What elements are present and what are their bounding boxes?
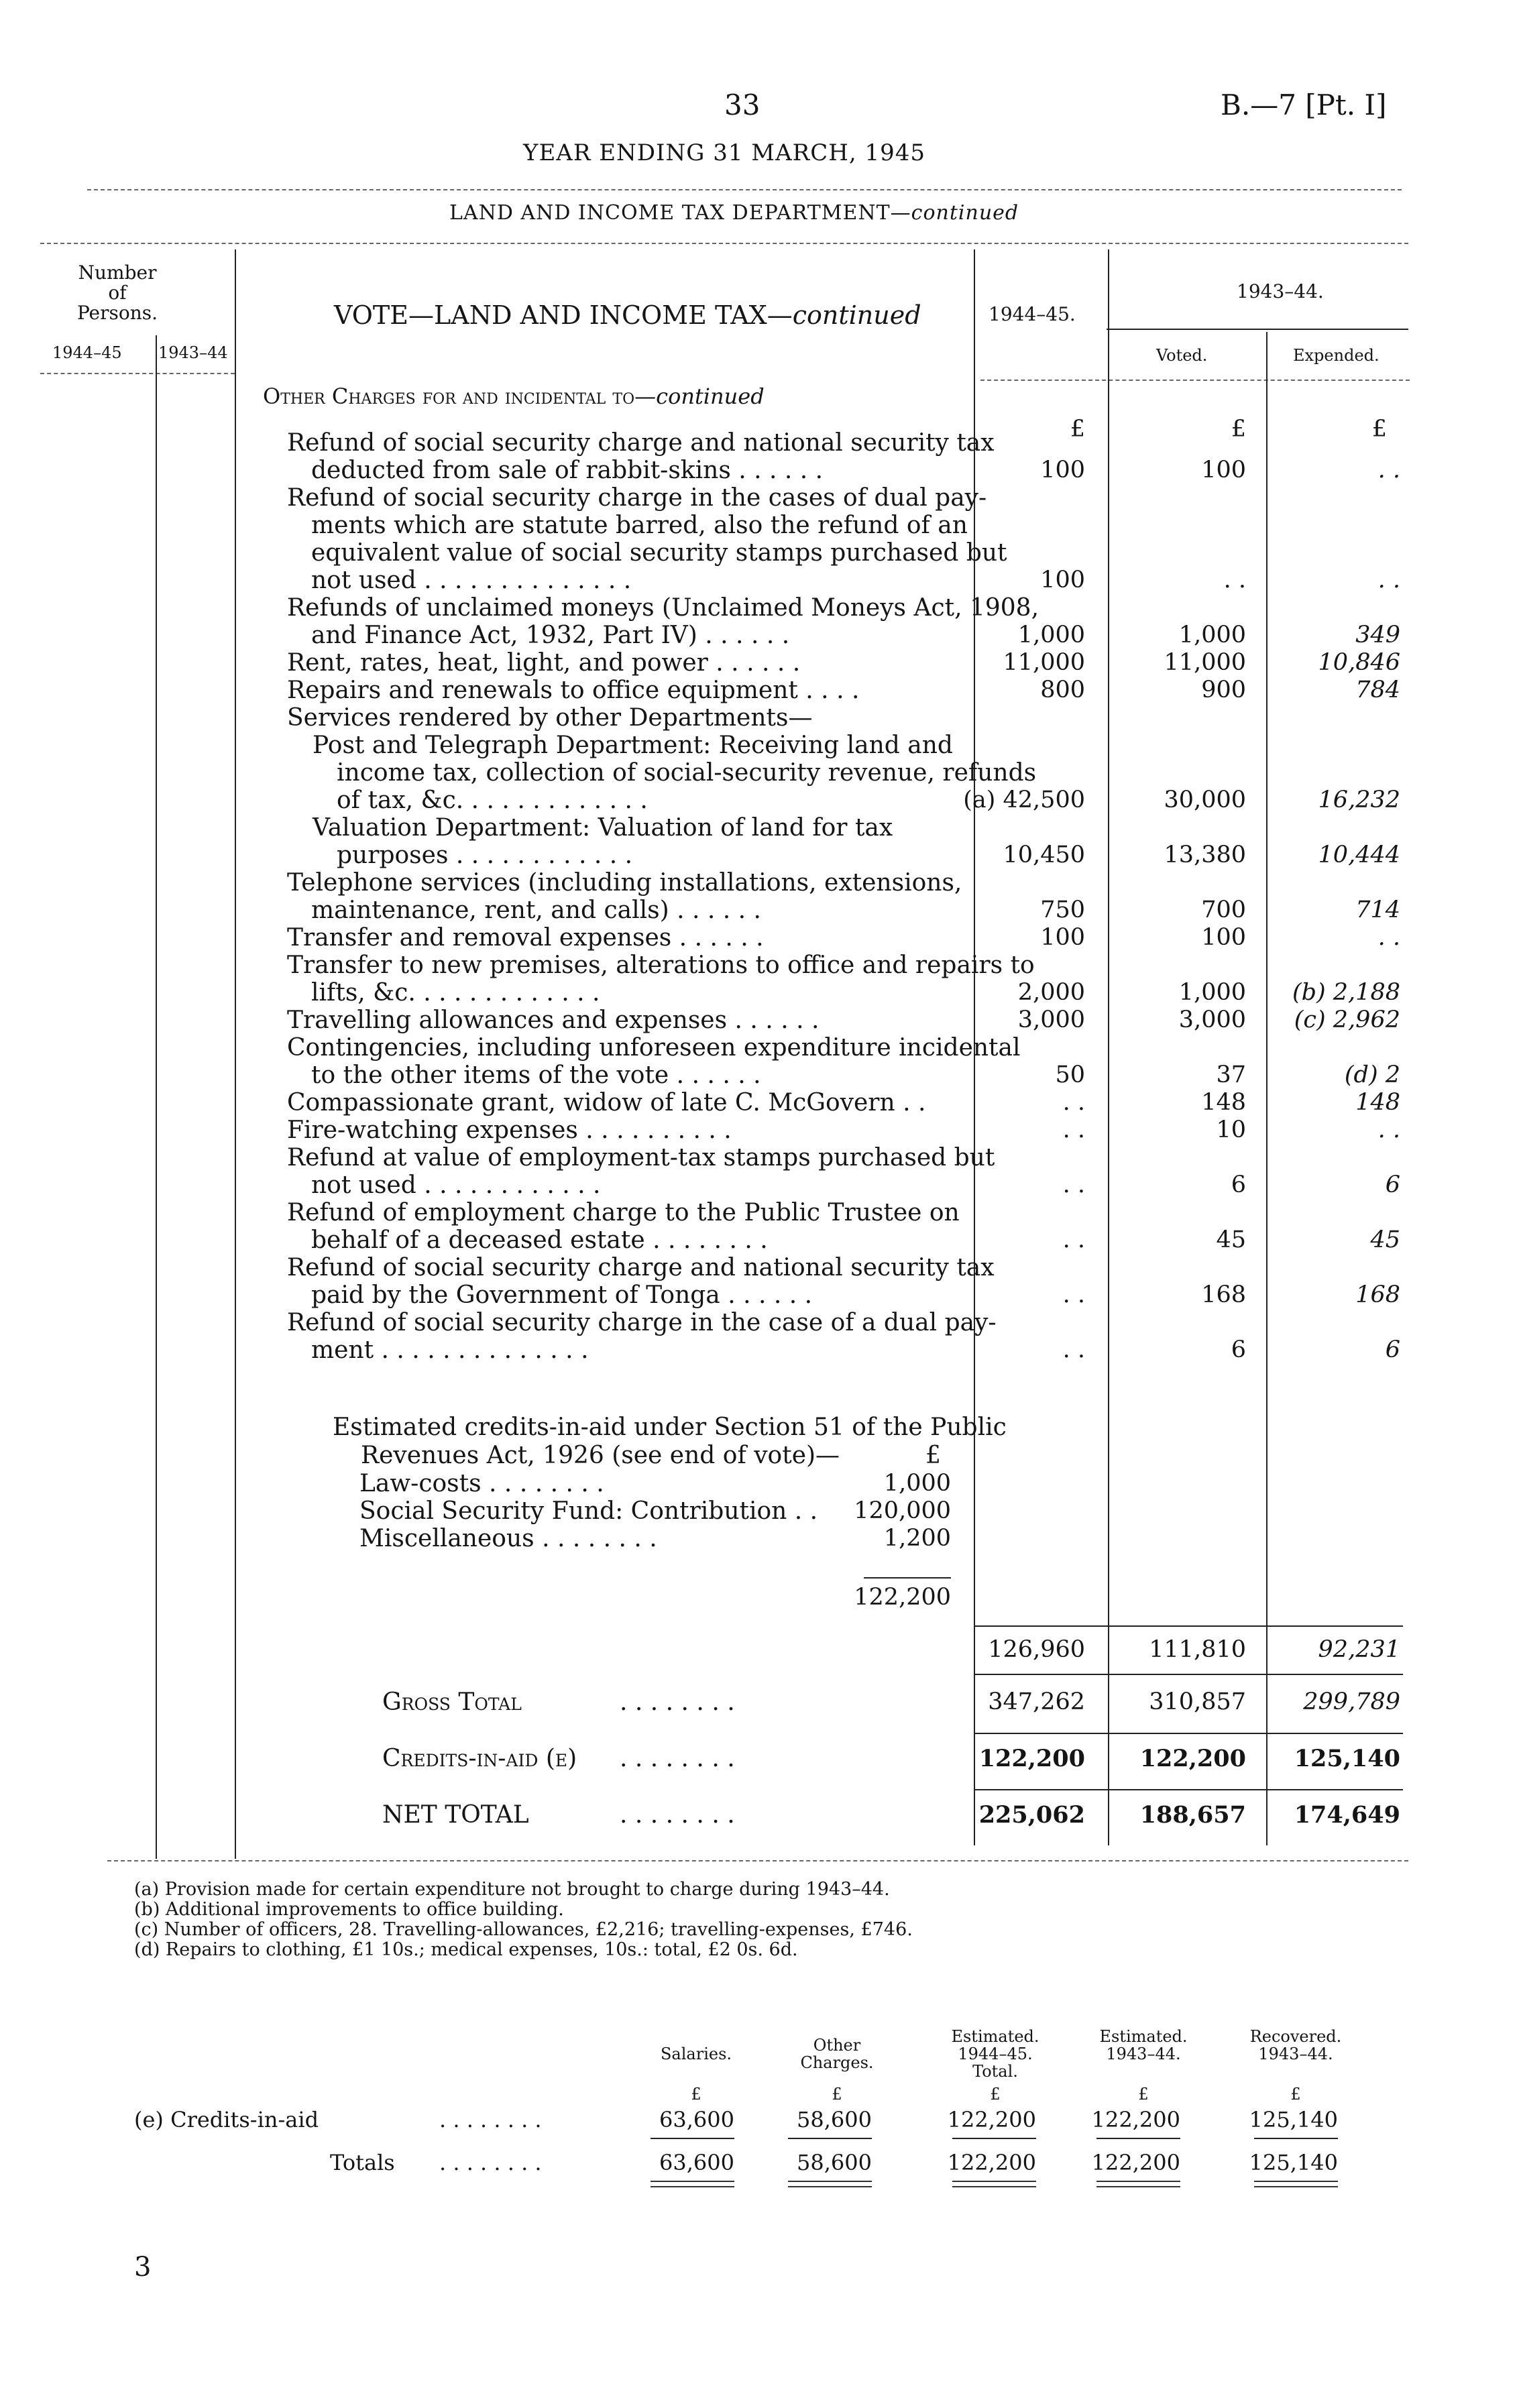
item-voted-value: 6 [1231, 1171, 1246, 1198]
item-text: Refunds of unclaimed moneys (Unclaimed Moneys Act, 1908, [287, 594, 1039, 622]
item-text: Telephone services (including installations, extensions, [287, 869, 962, 897]
total-voted: 188,657 [1139, 1801, 1246, 1829]
credit-table-currency: £ [1290, 2085, 1301, 2104]
item-1944-value: 11,000 [1003, 649, 1085, 676]
document-reference: B.—7 [Pt. I] [1221, 89, 1387, 121]
persons-year-a: 1944–45 [52, 343, 122, 362]
item-1944-value: 100 [1040, 457, 1085, 483]
divider [40, 243, 1408, 244]
total-label: NET TOTAL [382, 1801, 529, 1829]
item-text: not used . . . . . . . . . . . . [311, 1171, 601, 1199]
item-1944-value: 10,450 [1003, 842, 1085, 868]
subtotal-rule [974, 1625, 1403, 1627]
footnote: (c) Number of officers, 28. Travelling-allowances, £2,216; travelling-expenses, £746. [134, 1919, 913, 1940]
subtotal-1944: 126,960 [988, 1636, 1085, 1663]
credit-table-header: Salaries. [660, 2045, 732, 2063]
double-rule [651, 2181, 734, 2187]
item-text: lifts, &c. . . . . . . . . . . . . [311, 979, 600, 1007]
item-voted-value: 13,380 [1164, 842, 1246, 868]
item-text: Valuation Department: Valuation of land for tax [313, 814, 893, 842]
item-voted-value: 6 [1231, 1336, 1246, 1363]
credit-label: Miscellaneous . . . . . . . . [359, 1525, 657, 1552]
header-rule [1107, 329, 1408, 330]
row-rule [974, 1789, 1403, 1790]
credits-total: 122,200 [854, 1584, 951, 1611]
leader-dots: . . . . . . . . [439, 2150, 542, 2175]
item-1944-value: . . [1062, 1336, 1085, 1363]
item-expended-value: 10,444 [1318, 842, 1400, 868]
currency-label: £ [1070, 416, 1085, 443]
credit-table-value: 125,140 [1249, 2107, 1338, 2132]
item-voted-value: 11,000 [1164, 649, 1246, 676]
subtotal-voted: 111,810 [1149, 1636, 1246, 1663]
item-text: and Finance Act, 1932, Part IV) . . . . . . [311, 622, 790, 649]
item-text: Transfer and removal expenses . . . . . . [287, 924, 764, 952]
row-rule [974, 1733, 1403, 1734]
item-voted-value: 148 [1201, 1089, 1246, 1116]
item-expended-value: (c) 2,962 [1294, 1007, 1400, 1033]
item-expended-value: 6 [1385, 1336, 1400, 1363]
credit-table-value: 58,600 [797, 2150, 872, 2175]
credit-table-value: 63,600 [659, 2150, 734, 2175]
divider [107, 1860, 1408, 1861]
credit-table-currency: £ [832, 2085, 842, 2104]
column-rule [156, 335, 157, 1859]
double-rule [1096, 2181, 1180, 2187]
item-text: maintenance, rent, and calls) . . . . . . [311, 897, 761, 924]
total-expended: 125,140 [1294, 1745, 1400, 1772]
item-expended-value: . . [1377, 1116, 1400, 1143]
item-expended-value: 349 [1355, 622, 1400, 648]
double-rule [788, 2181, 872, 2187]
column-rule [1108, 249, 1109, 1845]
credit-value: 1,200 [883, 1525, 951, 1552]
row-rule [952, 2138, 1036, 2139]
item-expended-value: . . [1377, 567, 1400, 593]
credit-table-value: 122,200 [947, 2150, 1036, 2175]
item-text: Fire-watching expenses . . . . . . . . . . [287, 1116, 732, 1144]
credit-value: 1,000 [883, 1470, 951, 1497]
total-rule [974, 1674, 1403, 1675]
total-voted: 310,857 [1149, 1688, 1246, 1715]
credit-table-value: 63,600 [659, 2107, 734, 2132]
item-text: Refund of social security charge and national security tax [287, 1254, 995, 1281]
item-1944-value: 50 [1055, 1062, 1085, 1088]
item-expended-value: 784 [1355, 677, 1400, 703]
item-text: equivalent value of social security stamps purchased but [311, 539, 1007, 567]
item-voted-value: . . [1223, 567, 1246, 593]
credit-label: Law-costs . . . . . . . . [359, 1470, 604, 1497]
total-label: Credits-in-aid (e) [382, 1745, 577, 1772]
column-rule [235, 249, 236, 1859]
item-text: Transfer to new premises, alterations to office and repairs to [287, 952, 1035, 979]
item-voted-value: 37 [1216, 1062, 1246, 1088]
row-rule [651, 2138, 734, 2139]
expended-header: Expended. [1293, 346, 1379, 365]
total-expended: 174,649 [1294, 1801, 1400, 1829]
divider [980, 380, 1410, 381]
item-text: Rent, rates, heat, light, and power . . . . . . [287, 649, 801, 677]
divider [40, 373, 235, 374]
item-expended-value: 6 [1385, 1171, 1400, 1198]
voted-header: Voted. [1156, 346, 1208, 365]
total-1944: 225,062 [978, 1801, 1085, 1829]
double-rule [1254, 2181, 1338, 2187]
total-voted: 122,200 [1139, 1745, 1246, 1772]
leader-dots: . . . . . . . . [620, 1688, 735, 1716]
item-text: behalf of a deceased estate . . . . . . . . [311, 1226, 768, 1254]
item-1944-value: . . [1062, 1089, 1085, 1116]
item-text: deducted from sale of rabbit-skins . . . . . . [311, 457, 824, 484]
item-voted-value: 100 [1201, 457, 1246, 483]
footnote: (b) Additional improvements to office building. [134, 1899, 564, 1920]
credit-label: Social Security Fund: Contribution . . [359, 1497, 818, 1525]
footnote: (d) Repairs to clothing, £1 10s.; medical expenses, 10s.: total, £2 0s. 6d. [134, 1939, 798, 1960]
item-text: paid by the Government of Tonga . . . . . . [311, 1281, 813, 1309]
persons-header: Number of Persons. [76, 262, 158, 324]
col-1944-header: 1944–45. [989, 303, 1076, 325]
item-voted-value: 3,000 [1178, 1007, 1246, 1033]
credit-table-value: 122,200 [1091, 2150, 1180, 2175]
item-text: Refund at value of employment-tax stamps purchased but [287, 1144, 995, 1171]
item-voted-value: 1,000 [1178, 979, 1246, 1006]
item-voted-value: 10 [1216, 1116, 1246, 1143]
item-text: Refund of social security charge and national security tax [287, 429, 995, 457]
currency-label: £ [1231, 416, 1246, 443]
item-text: ments which are statute barred, also the refund of an [311, 512, 968, 539]
credit-value: 120,000 [854, 1497, 951, 1524]
item-voted-value: 168 [1201, 1281, 1246, 1308]
item-text: Contingencies, including unforeseen expenditure incidental [287, 1034, 1021, 1062]
item-voted-value: 900 [1201, 677, 1246, 703]
page-number: 33 [724, 89, 760, 121]
item-expended-value: (b) 2,188 [1292, 979, 1400, 1006]
item-text: Services rendered by other Departments— [287, 704, 813, 732]
credit-table-header: Recovered. 1943–44. [1249, 2027, 1342, 2063]
credit-table-value: 122,200 [1091, 2107, 1180, 2132]
credit-table-value: 125,140 [1249, 2150, 1338, 2175]
total-1944: 347,262 [988, 1688, 1085, 1715]
page-footer-number: 3 [134, 2252, 152, 2283]
col-1943-header: 1943–44. [1237, 280, 1324, 302]
column-rule [1266, 332, 1268, 1845]
item-1944-value: . . [1062, 1116, 1085, 1143]
leader-dots: . . . . . . . . [620, 1801, 735, 1829]
item-expended-value: 16,232 [1318, 787, 1400, 813]
item-1944-value: (a) 42,500 [963, 787, 1085, 813]
credit-table-currency: £ [990, 2085, 1001, 2104]
item-text: Post and Telegraph Department: Receiving land and [313, 732, 953, 759]
item-expended-value: 10,846 [1318, 649, 1400, 676]
item-text: Repairs and renewals to office equipment . . . . [287, 677, 860, 704]
credit-table-currency: £ [1138, 2085, 1149, 2104]
item-1944-value: . . [1062, 1226, 1085, 1253]
credit-table-header: Other Charges. [800, 2036, 874, 2072]
credit-table-value: 122,200 [947, 2107, 1036, 2132]
footnote: (a) Provision made for certain expenditure not brought to charge during 1943–44. [134, 1879, 890, 1900]
leader-dots: . . . . . . . . [620, 1745, 735, 1772]
item-text: purposes . . . . . . . . . . . . [337, 842, 633, 869]
item-1944-value: . . [1062, 1281, 1085, 1308]
item-expended-value: (d) 2 [1344, 1062, 1400, 1088]
item-expended-value: . . [1377, 924, 1400, 951]
section-heading: Other Charges for and incidental to—continued [263, 384, 765, 409]
item-text: Refund of employment charge to the Public Trustee on [287, 1199, 960, 1226]
credit-table-value: 58,600 [797, 2107, 872, 2132]
double-rule [952, 2181, 1036, 2187]
item-expended-value: 714 [1355, 897, 1400, 923]
credit-table-row-label: (e) Credits-in-aid [134, 2107, 319, 2132]
credits-intro-2: Revenues Act, 1926 (see end of vote)— [361, 1442, 840, 1469]
item-expended-value: 148 [1355, 1089, 1400, 1116]
item-1944-value: . . [1062, 1171, 1085, 1198]
item-voted-value: 30,000 [1164, 787, 1246, 813]
item-text: to the other items of the vote . . . . . . [311, 1062, 761, 1089]
leader-dots: . . . . . . . . [439, 2107, 542, 2132]
divider [87, 189, 1402, 190]
item-1944-value: 3,000 [1017, 1007, 1085, 1033]
item-voted-value: 45 [1216, 1226, 1246, 1253]
credits-currency: £ [925, 1442, 941, 1469]
item-1944-value: 100 [1040, 567, 1085, 593]
item-expended-value: 168 [1355, 1281, 1400, 1308]
item-expended-value: 45 [1370, 1226, 1400, 1253]
item-text: ment . . . . . . . . . . . . . . [311, 1336, 589, 1364]
item-1944-value: 1,000 [1017, 622, 1085, 648]
item-1944-value: 800 [1040, 677, 1085, 703]
total-label: Gross Total [382, 1688, 522, 1716]
item-1944-value: 750 [1040, 897, 1085, 923]
item-text: Compassionate grant, widow of late C. McGovern . . [287, 1089, 926, 1116]
row-rule [1096, 2138, 1180, 2139]
subtotal-rule [864, 1577, 951, 1579]
currency-label: £ [1371, 416, 1387, 443]
department-heading: LAND AND INCOME TAX DEPARTMENT—continued [449, 201, 1019, 225]
item-text: Travelling allowances and expenses . . . . . . [287, 1007, 820, 1034]
item-expended-value: . . [1377, 457, 1400, 483]
item-text: Refund of social security charge in the cases of dual pay- [287, 484, 987, 512]
item-1944-value: 2,000 [1017, 979, 1085, 1006]
credit-table-header: Estimated. 1943–44. [1099, 2027, 1188, 2063]
credit-table-row-label: Totals [330, 2150, 395, 2175]
item-1944-value: 100 [1040, 924, 1085, 951]
item-text: of tax, &c. . . . . . . . . . . . . [337, 787, 648, 814]
row-rule [1254, 2138, 1338, 2139]
persons-year-b: 1943–44 [158, 343, 228, 362]
item-voted-value: 1,000 [1178, 622, 1246, 648]
credits-intro-1: Estimated credits-in-aid under Section 51 of the Public [333, 1414, 1007, 1441]
item-voted-value: 700 [1201, 897, 1246, 923]
item-voted-value: 100 [1201, 924, 1246, 951]
item-text: income tax, collection of social-security revenue, refunds [337, 759, 1037, 787]
vote-title: VOTE—LAND AND INCOME TAX—continued [334, 300, 921, 330]
item-text: Refund of social security charge in the case of a dual pay- [287, 1309, 997, 1336]
subtotal-expended: 92,231 [1318, 1636, 1400, 1663]
total-1944: 122,200 [978, 1745, 1085, 1772]
total-expended: 299,789 [1303, 1688, 1400, 1715]
item-text: not used . . . . . . . . . . . . . . [311, 567, 632, 594]
credit-table-currency: £ [691, 2085, 701, 2104]
row-rule [788, 2138, 872, 2139]
credit-table-header: Estimated. 1944–45. Total. [951, 2027, 1039, 2081]
page-title: YEAR ENDING 31 MARCH, 1945 [523, 139, 926, 166]
